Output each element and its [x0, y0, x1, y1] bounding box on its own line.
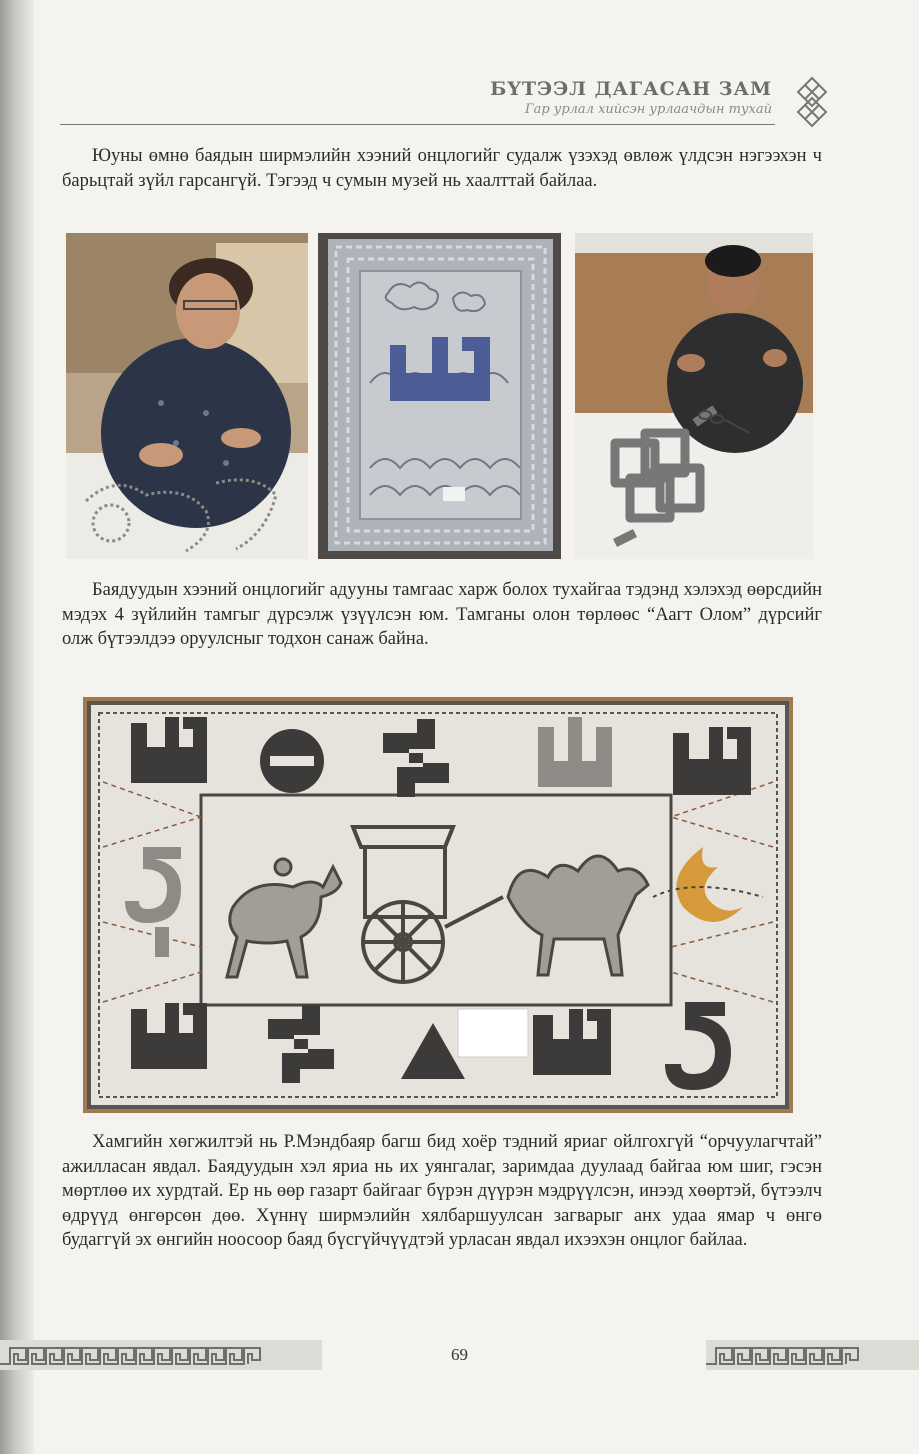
paragraph-tamga: Баядуудын хээний онцлогийг адууны тамгаас харж болох тухайгаа тэдэнд хэлэхэд өөрсдийн мэдэх 4 зүйлийн тамгыг дүрсэлж үзүүлсэн юм. Тамганы олон төрлөөс “Аагт Олом” дүрсийг олж бүтээлдээ оруулсныг тодхон санаж байна. — [62, 580, 822, 649]
paragraph-intro: Юуны өмнө баядын ширмэлийн хээний онцлогийг судалж үзэхэд өвлөж үлдсэн нэгээхэн ч барьцтай зүйл гарсангүй. Тэгээд ч сумын музей нь хаалттай байлаа. — [62, 146, 822, 191]
photo-tamga-felt-rug — [83, 697, 793, 1113]
photo-blue-tamga-felt — [318, 233, 561, 559]
running-header — [60, 70, 860, 130]
book-subtitle: Гар урлал хийсэн урлаачдын тухай — [524, 102, 772, 117]
page-number: 69 — [451, 1345, 468, 1364]
endless-knot-icon — [792, 76, 832, 128]
header-rule — [60, 124, 775, 125]
photo-woman-endless-knot — [575, 233, 813, 559]
photo-woman-stitching — [66, 233, 308, 559]
book-title: БҮТЭЭЛ ДАГАСАН ЗАМ — [490, 78, 772, 100]
paragraph-translator: Хамгийн хөгжилтэй нь Р.Мэндбаяр багш бид хоёр тэдний яриаг ойлгохгүй “орчуулагчтай” ажилласан явдал. Баядуудын хэл яриа нь их уянгалаг, заримдаа дуулаад байгаа юм шиг, гэсэн мөртлөө их хурдтай. Ер нь өөр газарт байгааг бүрэн дүүрэн мэдрүүлсэн, инээд хөөртэй, бүтээлч өдрүүд өнгөрсөн дөө. Хүннү ширмэлийн хялбаршуулсан загварыг анх удаа ямар ч өнгө будаггүй эх өнгийн ноосоор баяд бүсгүйчүүдтэй урласан явдал ихээхэн онцлог байлаа. — [62, 1132, 822, 1250]
fret-border-right — [706, 1340, 919, 1370]
